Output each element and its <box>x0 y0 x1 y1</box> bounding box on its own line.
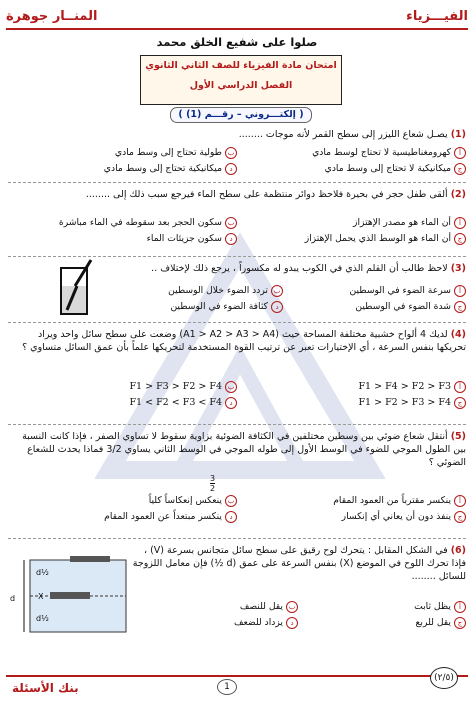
option-letter: ج <box>454 301 466 313</box>
question-text: أنتقل شعاع ضوئي بين وسطين مختلفين في الكثافة الضوئية بزاوية سقوط لا تساوي الصفر ، فإذا كانت النسبة بين الطول الموجي للضوء في الوسط الأول إلى طوله الموجي في الوسط الثاني يساوي 3/2 فماذا يحدث للشعاع الضوئي ؟ <box>22 431 466 468</box>
page-circle: 1 <box>217 679 237 695</box>
question-6-options <box>130 600 466 630</box>
option-text: يقل للنصف <box>239 601 283 612</box>
option-letter: ب <box>225 495 237 507</box>
option-a[interactable] <box>237 494 466 508</box>
option-letter: د <box>286 617 298 629</box>
exam-term: الفصل الدراسي الأول <box>189 80 293 91</box>
option-letter: أ <box>454 217 466 229</box>
label-x: X <box>38 592 44 601</box>
question-6 <box>130 544 466 583</box>
option-b[interactable] <box>8 494 237 508</box>
question-2-options <box>8 216 466 246</box>
question-text: ألقى طفل حجر في بحيرة فلاحظ دوائر منتظمة على سطح الماء فيرجع سبب ذلك إلى ........ <box>85 189 448 200</box>
option-letter: أ <box>454 147 466 159</box>
option-text: أن الماء هو الوسط الذي يحمل الإهتزاز <box>304 233 451 244</box>
label-half-d-bottom: ½d <box>36 614 49 623</box>
option-d[interactable] <box>8 396 237 410</box>
option-letter: أ <box>454 381 466 393</box>
option-text: سكون جزيئات الماء <box>146 233 222 244</box>
fraction-numerator: 3 <box>210 474 216 483</box>
question-4-options <box>8 380 466 410</box>
option-text: F1 < F2 < F3 < F4 <box>129 397 222 408</box>
option-letter: أ <box>454 495 466 507</box>
divider <box>8 256 466 257</box>
option-text: أن الماء هو مصدر الإهتزاز <box>353 217 451 228</box>
option-letter: ج <box>454 511 466 523</box>
fraction <box>210 474 215 493</box>
option-letter: ب <box>225 381 237 393</box>
option-text: ميكانيكية لا تحتاج إلى وسط مادي <box>324 163 451 174</box>
question-1 <box>8 128 466 141</box>
option-text: كثافة الضوء في الوسطين <box>170 301 268 312</box>
page-number: (٢/٥) <box>430 667 458 689</box>
option-b[interactable] <box>100 284 283 298</box>
option-letter: د <box>225 511 237 523</box>
fraction-denominator: 2 <box>210 484 216 493</box>
option-letter: ب <box>225 147 237 159</box>
option-letter: ج <box>454 617 466 629</box>
option-c[interactable] <box>298 616 466 630</box>
page-header <box>6 6 468 26</box>
question-number: (1) <box>450 129 466 140</box>
option-text: يزداد للضعف <box>233 617 283 628</box>
option-b[interactable] <box>8 216 237 230</box>
option-text: يظل ثابت <box>414 601 451 612</box>
option-text: ينكسر مبتعداً عن العمود المقام <box>104 511 222 522</box>
question-3 <box>80 262 466 275</box>
option-letter: أ <box>454 601 466 613</box>
header-divider <box>6 28 468 30</box>
option-letter: د <box>225 163 237 175</box>
question-3-options <box>100 284 466 314</box>
option-letter: ج <box>454 397 466 409</box>
option-b[interactable] <box>130 600 298 614</box>
option-text: تردد الضوء خلال الوسطين <box>168 285 268 296</box>
option-text: ينفذ دون أن يعاني أي إنكسار <box>341 511 451 522</box>
option-text: سكون الحجر بعد سقوطه في الماء مباشرة <box>58 217 222 228</box>
question-number: (4) <box>450 329 466 340</box>
option-a[interactable] <box>298 600 466 614</box>
option-a[interactable] <box>283 284 466 298</box>
divider <box>8 538 466 539</box>
option-a[interactable] <box>237 216 466 230</box>
option-d[interactable] <box>8 232 237 246</box>
option-text: F1 > F4 > F2 > F3 <box>358 381 451 392</box>
option-letter: د <box>225 397 237 409</box>
option-b[interactable] <box>8 380 237 394</box>
question-text: لاحظ طالب أن القلم الذي في الكوب يبدو له مكسوراً ، يرجع ذلك لإختلاف .. <box>151 263 448 274</box>
option-c[interactable] <box>237 396 466 410</box>
exam-title-box <box>140 55 342 105</box>
glass-pencil-icon <box>55 258 95 318</box>
bank-title: بنك الأسئلة <box>12 681 79 695</box>
blessing-line: صلوا على شفيع الخلق محمد <box>156 35 318 49</box>
option-d[interactable] <box>8 162 237 176</box>
option-letter: ب <box>225 217 237 229</box>
option-letter: ج <box>454 233 466 245</box>
option-text: سرعة الضوء في الوسطين <box>349 285 451 296</box>
option-c[interactable] <box>283 300 466 314</box>
option-text: F1 > F2 > F3 > F4 <box>358 397 451 408</box>
option-a[interactable] <box>237 146 466 160</box>
fluid-layers-figure <box>10 556 128 636</box>
option-a[interactable] <box>237 380 466 394</box>
option-text: يقل للربع <box>415 617 451 628</box>
question-number: (5) <box>450 431 466 442</box>
question-number: (3) <box>450 263 466 274</box>
question-text: في الشكل المقابل : يتحرك لوح رقيق على سطح سائل متجانس بسرعة (V) ، فإذا تحرك اللوح في الموضع (X) بنفس السرعة على عمق (d ½) فإن معامل اللزوجة للسائل ........ <box>132 545 466 582</box>
option-letter: أ <box>454 285 466 297</box>
option-letter: ب <box>271 285 283 297</box>
option-c[interactable] <box>237 162 466 176</box>
question-number: (2) <box>450 189 466 200</box>
divider <box>8 322 466 323</box>
option-letter: ب <box>286 601 298 613</box>
question-text: يصـل شعاع الليزر إلى سطح القمر لأنه موجات ........ <box>238 129 448 140</box>
question-number: (6) <box>450 545 466 556</box>
option-letter: د <box>225 233 237 245</box>
question-5-options <box>8 494 466 524</box>
question-2 <box>8 188 466 201</box>
option-c[interactable] <box>237 510 466 524</box>
divider <box>8 424 466 425</box>
question-5 <box>8 430 466 469</box>
model-label: ( إلكتـــروني – رقـــم (1) ) <box>170 107 312 123</box>
divider <box>8 182 466 183</box>
page-footer <box>6 675 468 699</box>
label-half-d-top: ½d <box>36 568 49 577</box>
label-d: d <box>10 594 16 603</box>
option-letter: د <box>271 301 283 313</box>
option-d[interactable] <box>100 300 283 314</box>
option-letter: ج <box>454 163 466 175</box>
option-text: ينكسر مقترباً من العمود المقام <box>333 495 451 506</box>
option-text: شدة الضوء في الوسطين <box>355 301 451 312</box>
brand-title: المنــار جوهرة <box>6 8 98 24</box>
option-d[interactable] <box>8 510 237 524</box>
option-text: كهرومغناطيسية لا تحتاج لوسط مادي <box>312 147 451 158</box>
option-text: ينعكس إنعكاساً كلياً <box>148 495 222 506</box>
option-d[interactable] <box>130 616 298 630</box>
option-text: ميكانيكية تحتاج إلى وسط مادي <box>103 163 222 174</box>
option-c[interactable] <box>237 232 466 246</box>
question-1-options <box>8 146 466 176</box>
option-text: F1 > F3 > F2 > F4 <box>129 381 222 392</box>
subject-title: الفيـــزياء <box>406 8 468 24</box>
option-b[interactable] <box>8 146 237 160</box>
option-text: طولية تحتاج إلى وسط مادي <box>114 147 222 158</box>
question-text: لديك 4 ألواح خشبية مختلفة المساحة حيث (A1 > A2 > A3 > A4) وضعت على سطح سائل واحد ويراد تحريكها بنفس السرعة ، أي الإختيارات تعبر عن ترتيب القوة المستخدمة لتحريكها علماً بأن عمق السائل متساوي ؟ <box>22 329 466 353</box>
question-4 <box>8 328 466 354</box>
exam-title: امتحان مادة الفيزياء للصف الثاني الثانوي <box>145 60 337 71</box>
